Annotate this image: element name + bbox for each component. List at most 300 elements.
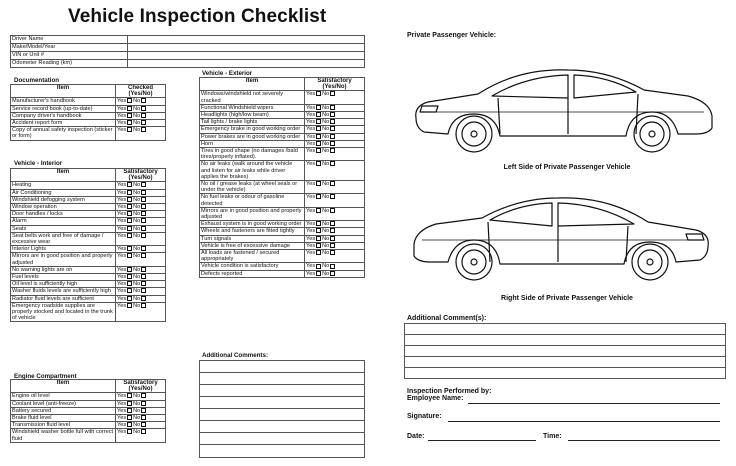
- no-checkbox[interactable]: [141, 182, 146, 187]
- driver-info-row: [11, 60, 365, 68]
- yes-label: Yes: [117, 393, 127, 400]
- no-checkbox[interactable]: [141, 401, 146, 406]
- no-label: No: [133, 105, 141, 112]
- no-checkbox[interactable]: [141, 98, 146, 103]
- yes-checkbox[interactable]: [316, 250, 321, 255]
- yes-no-cell: [116, 393, 166, 400]
- yes-no-cell: [305, 148, 365, 161]
- item-label: Headlights (high/low beam): [200, 112, 305, 119]
- item-label: Alarm: [11, 218, 116, 225]
- yes-label: Yes: [306, 207, 316, 214]
- yes-label: Yes: [117, 422, 127, 429]
- engine-table: [10, 379, 166, 443]
- yes-label: Yes: [306, 263, 316, 270]
- checklist-row: [200, 221, 365, 228]
- driver-info-label: Odometer Reading (km): [11, 60, 128, 68]
- checklist-row: [11, 422, 166, 429]
- additional-comments-heading: Additional Comment(s):: [407, 315, 487, 322]
- yes-checkbox[interactable]: [316, 181, 321, 186]
- yes-checkbox[interactable]: [316, 134, 321, 139]
- yes-checkbox[interactable]: [127, 226, 132, 231]
- item-label: Power brakes are in good working order: [200, 133, 305, 140]
- driver-info-field[interactable]: [128, 52, 365, 60]
- yes-checkbox[interactable]: [316, 221, 321, 226]
- yes-checkbox[interactable]: [127, 393, 132, 398]
- yes-label: Yes: [306, 148, 316, 155]
- no-checkbox[interactable]: [141, 127, 146, 132]
- yes-checkbox[interactable]: [127, 218, 132, 223]
- yes-no-cell: [305, 126, 365, 133]
- yes-checkbox[interactable]: [127, 211, 132, 216]
- yes-label: Yes: [306, 140, 316, 147]
- checklist-row: [11, 429, 166, 442]
- item-label: Tires in good shape (no damages /bald tires/properly inflated).: [200, 148, 305, 161]
- no-label: No: [322, 270, 330, 277]
- yes-no-cell: [116, 225, 166, 232]
- item-label: Accident report form: [11, 120, 116, 127]
- yes-no-cell: [116, 429, 166, 442]
- no-label: No: [322, 250, 330, 257]
- item-label: Interior Lights: [11, 246, 116, 253]
- item-label: Battery secured: [11, 407, 116, 414]
- no-label: No: [133, 112, 141, 119]
- checklist-row: [11, 246, 166, 253]
- checklist-row: [11, 415, 166, 422]
- no-checkbox[interactable]: [330, 126, 335, 131]
- yes-label: Yes: [117, 400, 127, 407]
- yes-checkbox[interactable]: [316, 271, 321, 276]
- yes-no-cell: [305, 250, 365, 263]
- no-checkbox[interactable]: [141, 106, 146, 111]
- yes-label: Yes: [306, 250, 316, 257]
- yes-no-cell: [116, 246, 166, 253]
- yes-no-cell: [305, 242, 365, 249]
- yes-checkbox[interactable]: [316, 119, 321, 124]
- yes-checkbox[interactable]: [316, 243, 321, 248]
- no-checkbox[interactable]: [141, 246, 146, 251]
- checklist-row: [200, 207, 365, 220]
- no-checkbox[interactable]: [141, 274, 146, 279]
- no-label: No: [133, 204, 141, 211]
- item-label: Mirrors are in good position and properly adjusted: [200, 207, 305, 220]
- no-checkbox[interactable]: [330, 141, 335, 146]
- signature-field[interactable]: [448, 421, 720, 422]
- left-side-caption: Left Side of Private Passenger Vehicle: [503, 164, 631, 171]
- item-label: Emergency roadside supplies are properly stocked and located in the trunk of vehicle: [11, 302, 116, 322]
- yes-checkbox[interactable]: [316, 264, 321, 269]
- checklist-row: [200, 140, 365, 147]
- yes-label: Yes: [117, 204, 127, 211]
- driver-info-field[interactable]: [128, 60, 365, 68]
- item-label: Seats: [11, 225, 116, 232]
- checklist-row: [11, 120, 166, 127]
- yes-no-cell: [305, 221, 365, 228]
- yes-checkbox[interactable]: [127, 127, 132, 132]
- yes-checkbox[interactable]: [316, 161, 321, 166]
- no-checkbox[interactable]: [141, 190, 146, 195]
- yes-label: Yes: [306, 161, 316, 168]
- no-label: No: [322, 207, 330, 214]
- additional-comments-label: Additional Comments:: [202, 352, 268, 359]
- yes-no-cell: [305, 228, 365, 235]
- car-left-side-image: [408, 62, 720, 160]
- no-label: No: [322, 133, 330, 140]
- yes-no-cell: [116, 112, 166, 119]
- no-label: No: [133, 211, 141, 218]
- item-label: Vehicle condition is satisfactory: [200, 263, 305, 270]
- no-label: No: [133, 288, 141, 295]
- yes-checkbox[interactable]: [127, 429, 132, 434]
- item-label: All loads are fastened / secured appropriately: [200, 250, 305, 263]
- no-label: No: [322, 221, 330, 228]
- checklist-row: [11, 204, 166, 211]
- no-checkbox[interactable]: [330, 91, 335, 96]
- yes-no-cell: [305, 270, 365, 277]
- driver-info-table: [10, 35, 365, 68]
- documentation-heading: Documentation: [14, 77, 60, 84]
- no-checkbox[interactable]: [330, 181, 335, 186]
- yes-label: Yes: [117, 196, 127, 203]
- no-label: No: [322, 140, 330, 147]
- yes-no-cell: [116, 196, 166, 203]
- yes-checkbox[interactable]: [127, 113, 132, 118]
- no-checkbox[interactable]: [330, 148, 335, 153]
- yes-label: Yes: [117, 302, 127, 309]
- checklist-row: [11, 266, 166, 273]
- no-checkbox[interactable]: [330, 271, 335, 276]
- item-label: Windows/windshield not severely cracked: [200, 91, 305, 104]
- yes-checkbox[interactable]: [127, 408, 132, 413]
- yes-no-cell: [116, 415, 166, 422]
- item-label: Window operation: [11, 204, 116, 211]
- item-label: Turn signals: [200, 235, 305, 242]
- no-label: No: [133, 400, 141, 407]
- interior-table: [10, 168, 166, 322]
- date-field[interactable]: [428, 440, 536, 441]
- no-checkbox[interactable]: [141, 113, 146, 118]
- yes-checkbox[interactable]: [316, 228, 321, 233]
- no-label: No: [322, 263, 330, 270]
- no-label: No: [322, 91, 330, 98]
- page-title: Vehicle Inspection Checklist: [68, 6, 327, 27]
- yes-checkbox[interactable]: [127, 288, 132, 293]
- car-right-side-image: [412, 192, 717, 287]
- yes-checkbox[interactable]: [316, 105, 321, 110]
- no-checkbox[interactable]: [141, 120, 146, 125]
- exterior-table: [199, 77, 365, 278]
- item-label: Company driver's handbook: [11, 112, 116, 119]
- yes-label: Yes: [117, 274, 127, 281]
- time-field[interactable]: [568, 440, 720, 441]
- no-checkbox[interactable]: [141, 393, 146, 398]
- checklist-row: [11, 407, 166, 414]
- yes-label: Yes: [117, 112, 127, 119]
- checklist-row: [11, 189, 166, 196]
- additional-comments-box[interactable]: [199, 360, 365, 458]
- no-label: No: [133, 120, 141, 127]
- performed-by-label: Inspection Performed by:: [407, 388, 492, 395]
- no-checkbox[interactable]: [141, 303, 146, 308]
- checklist-row: [11, 253, 166, 266]
- item-label: Mirrors are in good position and properly adjusted: [11, 253, 116, 266]
- item-label: No oil / grease leaks (at wheel seals or under the vehicle): [200, 181, 305, 194]
- no-label: No: [133, 253, 141, 260]
- no-label: No: [322, 235, 330, 242]
- additional-comments-area[interactable]: [404, 323, 726, 379]
- yes-checkbox[interactable]: [127, 422, 132, 427]
- yes-no-cell: [305, 133, 365, 140]
- no-checkbox[interactable]: [330, 105, 335, 110]
- checklist-row: [200, 104, 365, 111]
- checklist-row: [200, 91, 365, 104]
- yes-checkbox[interactable]: [127, 120, 132, 125]
- no-checkbox[interactable]: [141, 211, 146, 216]
- checklist-row: [11, 105, 166, 112]
- no-checkbox[interactable]: [330, 221, 335, 226]
- no-checkbox[interactable]: [330, 194, 335, 199]
- checklist-row: [11, 225, 166, 232]
- yes-checkbox[interactable]: [316, 112, 321, 117]
- no-checkbox[interactable]: [141, 253, 146, 258]
- yes-checkbox[interactable]: [127, 274, 132, 279]
- yes-checkbox[interactable]: [127, 401, 132, 406]
- yes-no-cell: [116, 288, 166, 295]
- no-checkbox[interactable]: [141, 204, 146, 209]
- checklist-row: [11, 196, 166, 203]
- yes-checkbox[interactable]: [127, 303, 132, 308]
- no-checkbox[interactable]: [141, 218, 146, 223]
- no-label: No: [133, 281, 141, 288]
- checklist-row: [11, 127, 166, 140]
- yes-checkbox[interactable]: [316, 194, 321, 199]
- no-checkbox[interactable]: [330, 236, 335, 241]
- item-label: Engine oil level: [11, 393, 116, 400]
- driver-info-field[interactable]: [128, 36, 365, 44]
- yes-label: Yes: [117, 211, 127, 218]
- employee-name-label: Employee Name:: [407, 395, 464, 402]
- yes-checkbox[interactable]: [127, 267, 132, 272]
- no-label: No: [322, 119, 330, 126]
- yes-label: Yes: [117, 246, 127, 253]
- no-label: No: [133, 98, 141, 105]
- yes-no-cell: [116, 218, 166, 225]
- no-checkbox[interactable]: [330, 264, 335, 269]
- item-label: Radiator fluid levels are sufficient: [11, 295, 116, 302]
- item-label: Defects reported: [200, 270, 305, 277]
- yes-no-cell: [116, 127, 166, 140]
- no-checkbox[interactable]: [330, 243, 335, 248]
- no-checkbox[interactable]: [330, 250, 335, 255]
- checklist-row: [11, 232, 166, 245]
- no-label: No: [322, 112, 330, 119]
- no-checkbox[interactable]: [141, 267, 146, 272]
- col-item: Item: [11, 85, 116, 98]
- no-label: No: [322, 148, 330, 155]
- item-label: Vehicle is free of excessive damage: [200, 242, 305, 249]
- yes-checkbox[interactable]: [127, 204, 132, 209]
- yes-checkbox[interactable]: [316, 236, 321, 241]
- item-label: Copy of annual safety inspection (sticker or form): [11, 127, 116, 140]
- yes-no-cell: [305, 119, 365, 126]
- no-checkbox[interactable]: [141, 281, 146, 286]
- yes-label: Yes: [306, 119, 316, 126]
- item-label: No warning lights are on: [11, 266, 116, 273]
- yes-label: Yes: [117, 120, 127, 127]
- yes-no-cell: [116, 266, 166, 273]
- checklist-row: [200, 270, 365, 277]
- checklist-row: [200, 235, 365, 242]
- checklist-row: [200, 250, 365, 263]
- yes-checkbox[interactable]: [127, 182, 132, 187]
- yes-no-cell: [305, 235, 365, 242]
- yes-checkbox[interactable]: [127, 246, 132, 251]
- yes-checkbox[interactable]: [127, 106, 132, 111]
- yes-label: Yes: [117, 415, 127, 422]
- item-label: Horn: [200, 140, 305, 147]
- yes-no-cell: [305, 140, 365, 147]
- yes-no-cell: [305, 263, 365, 270]
- yes-checkbox[interactable]: [127, 197, 132, 202]
- driver-info-label: Driver Name: [11, 36, 128, 44]
- no-checkbox[interactable]: [141, 429, 146, 434]
- no-checkbox[interactable]: [141, 226, 146, 231]
- yes-label: Yes: [306, 270, 316, 277]
- no-checkbox[interactable]: [141, 197, 146, 202]
- yes-checkbox[interactable]: [127, 190, 132, 195]
- yes-checkbox[interactable]: [316, 91, 321, 96]
- item-label: No fuel leaks or odour of gasoline detected: [200, 194, 305, 207]
- item-label: Coolant level (anti-freeze): [11, 400, 116, 407]
- no-checkbox[interactable]: [141, 296, 146, 301]
- no-label: No: [133, 302, 141, 309]
- yes-label: Yes: [117, 218, 127, 225]
- yes-label: Yes: [117, 253, 127, 260]
- item-label: Windshield washer bottle full with correct fluid: [11, 429, 116, 442]
- yes-no-cell: [116, 400, 166, 407]
- interior-heading: Vehicle - Interior: [14, 160, 63, 167]
- no-checkbox[interactable]: [330, 228, 335, 233]
- employee-name-field[interactable]: [468, 403, 720, 404]
- no-checkbox[interactable]: [141, 233, 146, 238]
- yes-checkbox[interactable]: [316, 208, 321, 213]
- checklist-row: [200, 133, 365, 140]
- item-label: Emergency brake in good working order: [200, 126, 305, 133]
- no-checkbox[interactable]: [141, 422, 146, 427]
- yes-label: Yes: [306, 91, 316, 98]
- no-checkbox[interactable]: [330, 161, 335, 166]
- no-label: No: [133, 274, 141, 281]
- item-label: No air leaks (walk around the vehicle and listen for air leaks while driver applies the brakes): [200, 161, 305, 181]
- yes-checkbox[interactable]: [127, 415, 132, 420]
- driver-info-row: [11, 44, 365, 52]
- yes-no-cell: [305, 181, 365, 194]
- no-checkbox[interactable]: [330, 119, 335, 124]
- no-checkbox[interactable]: [330, 112, 335, 117]
- yes-label: Yes: [117, 182, 127, 189]
- item-label: Tail lights / brake lights: [200, 119, 305, 126]
- yes-checkbox[interactable]: [127, 296, 132, 301]
- yes-checkbox[interactable]: [127, 253, 132, 258]
- no-label: No: [133, 127, 141, 134]
- item-label: Manufacturer's handbook: [11, 98, 116, 105]
- no-checkbox[interactable]: [141, 415, 146, 420]
- checklist-row: [11, 98, 166, 105]
- exterior-heading: Vehicle - Exterior: [202, 70, 253, 77]
- item-label: Washer fluids levels are sufficiently high: [11, 288, 116, 295]
- no-checkbox[interactable]: [330, 134, 335, 139]
- yes-no-cell: [116, 120, 166, 127]
- col-satisfactory: Satisfactory (Yes/No): [116, 169, 166, 182]
- right-side-caption: Right Side of Private Passenger Vehicle: [501, 295, 633, 302]
- yes-label: Yes: [306, 235, 316, 242]
- yes-label: Yes: [117, 295, 127, 302]
- checklist-row: [11, 112, 166, 119]
- yes-label: Yes: [117, 288, 127, 295]
- yes-no-cell: [116, 98, 166, 105]
- yes-checkbox[interactable]: [127, 233, 132, 238]
- yes-label: Yes: [117, 127, 127, 134]
- yes-no-cell: [116, 182, 166, 189]
- no-label: No: [322, 228, 330, 235]
- yes-no-cell: [305, 161, 365, 181]
- yes-no-cell: [116, 189, 166, 196]
- yes-checkbox[interactable]: [316, 141, 321, 146]
- col-item: Item: [11, 380, 116, 393]
- checklist-row: [200, 194, 365, 207]
- yes-label: Yes: [306, 194, 316, 201]
- item-label: Air Conditioning: [11, 189, 116, 196]
- checklist-row: [11, 182, 166, 189]
- no-label: No: [133, 266, 141, 273]
- item-label: Exhaust system is in good working order: [200, 221, 305, 228]
- yes-checkbox[interactable]: [316, 126, 321, 131]
- no-label: No: [322, 181, 330, 188]
- yes-label: Yes: [306, 126, 316, 133]
- yes-checkbox[interactable]: [127, 98, 132, 103]
- no-checkbox[interactable]: [141, 408, 146, 413]
- yes-label: Yes: [117, 98, 127, 105]
- driver-info-row: [11, 52, 365, 60]
- checklist-row: [11, 393, 166, 400]
- checklist-row: [200, 263, 365, 270]
- no-checkbox[interactable]: [330, 208, 335, 213]
- no-label: No: [133, 225, 141, 232]
- yes-label: Yes: [117, 281, 127, 288]
- driver-info-field[interactable]: [128, 44, 365, 52]
- checklist-row: [11, 295, 166, 302]
- yes-checkbox[interactable]: [316, 148, 321, 153]
- yes-label: Yes: [306, 133, 316, 140]
- checklist-row: [200, 242, 365, 249]
- yes-no-cell: [116, 204, 166, 211]
- checklist-row: [11, 302, 166, 322]
- yes-no-cell: [116, 232, 166, 245]
- no-checkbox[interactable]: [141, 288, 146, 293]
- yes-label: Yes: [117, 105, 127, 112]
- yes-label: Yes: [117, 266, 127, 273]
- signature-label: Signature:: [407, 413, 442, 420]
- checklist-row: [11, 281, 166, 288]
- yes-checkbox[interactable]: [127, 281, 132, 286]
- checklist-row: [200, 161, 365, 181]
- no-label: No: [133, 415, 141, 422]
- checklist-row: [11, 400, 166, 407]
- col-item: Item: [200, 78, 305, 91]
- col-checked: Checked (Yes/No): [116, 85, 166, 98]
- col-satisfactory: Satisfactory (Yes/No): [305, 78, 365, 91]
- no-label: No: [133, 246, 141, 253]
- no-label: No: [322, 194, 330, 201]
